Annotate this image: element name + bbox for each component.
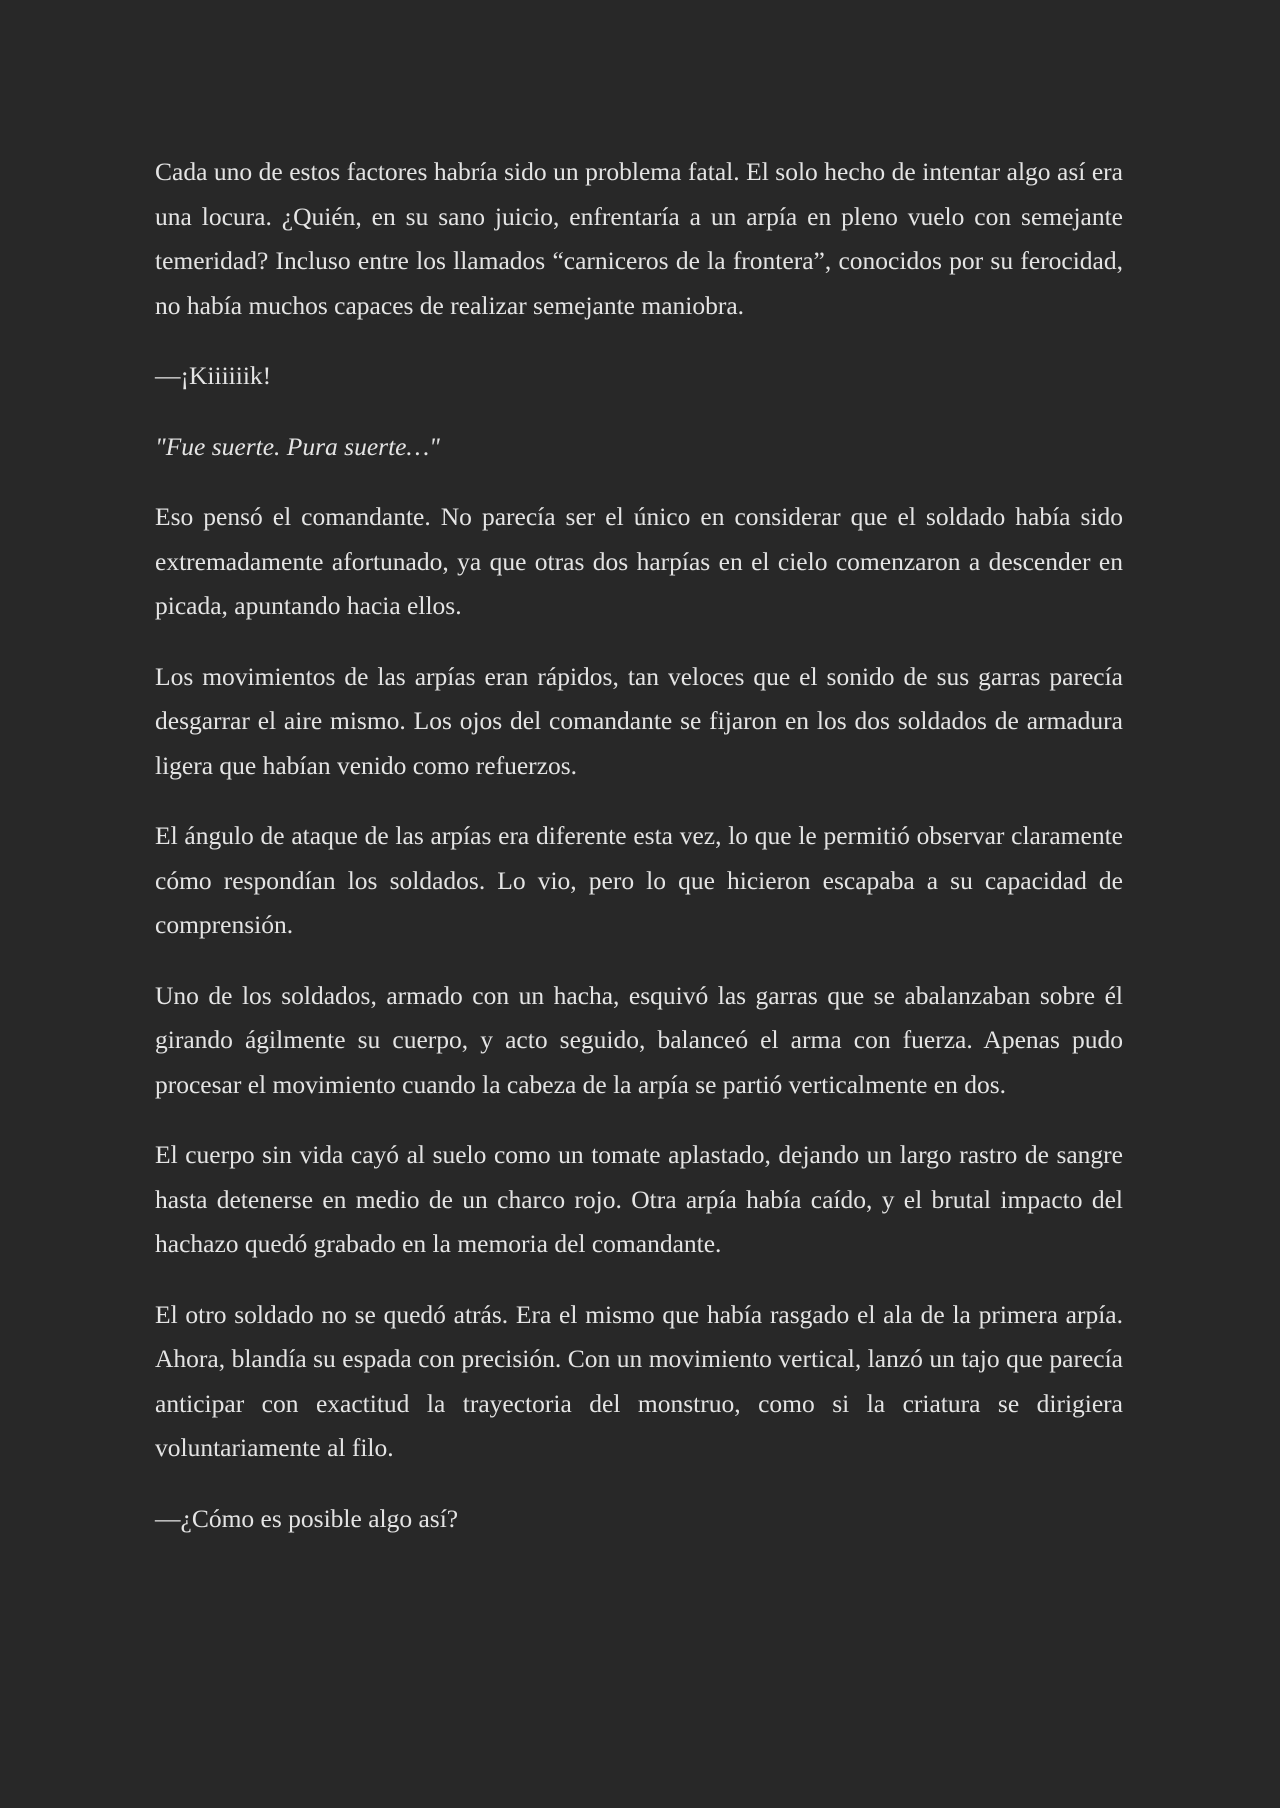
reader-page [155,150,1123,1567]
paragraph-4: El ángulo de ataque de las arpías era diferente esta vez, lo que le permitió observar claramente cómo respondían los soldados. Lo vio, pero lo que hicieron escapaba a su capacidad de comprensión. [155,821,1123,939]
dialogue-line-1: —¡Kiiiiiik! [155,361,272,390]
paragraph-1: Cada uno de estos factores habría sido un problema fatal. El solo hecho de intentar algo así era una locura. ¿Quién, en su sano juicio, enfrentaría a un arpía en pleno vuelo con semejante temeridad? Incluso entre los llamados “carniceros de la frontera”, conocidos por su ferocidad, no había muchos capaces de realizar semejante maniobra. [155,157,1123,320]
paragraph-2: Eso pensó el comandante. No parecía ser el único en considerar que el soldado había sido extremadamente afortunado, ya que otras dos harpías en el cielo comenzaron a descender en picada, apuntando hacia ellos. [155,502,1123,620]
paragraph-6: El cuerpo sin vida cayó al suelo como un tomate aplastado, dejando un largo rastro de sangre hasta detenerse en medio de un charco rojo. Otra arpía había caído, y el brutal impacto del hachazo quedó grabado en la memoria del comandante. [155,1140,1123,1258]
paragraph-5: Uno de los soldados, armado con un hacha, esquivó las garras que se abalanzaban sobre él girando ágilmente su cuerpo, y acto seguido, balanceó el arma con fuerza. Apenas pudo procesar el movimiento cuando la cabeza de la arpía se partió verticalmente en dos. [155,980,1123,1099]
paragraph-7: El otro soldado no se quedó atrás. Era el mismo que había rasgado el ala de la primera arpía. Ahora, blandía su espada con precisión. Con un movimiento vertical, lanzó un tajo que parecía anticipar con exactitud la trayectoria del monstruo, como si la criatura se dirigiera voluntariamente al filo. [155,1299,1123,1462]
paragraph-3: Los movimientos de las arpías eran rápidos, tan veloces que el sonido de sus garras parecía desgarrar el aire mismo. Los ojos del comandante se fijaron en los dos soldados de armadura ligera que habían venido como refuerzos. [155,661,1123,780]
inner-thought: "Fue suerte. Pura suerte…" [155,431,440,461]
dialogue-line-2: —¿Cómo es posible algo así? [155,1503,459,1533]
